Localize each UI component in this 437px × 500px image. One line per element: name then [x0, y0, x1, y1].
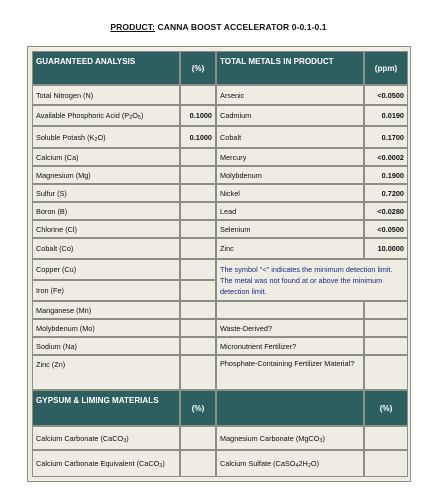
analysis-label: Molybdenum (Mo)	[32, 319, 180, 337]
metal-value: <0.0002	[364, 148, 408, 166]
metal-label: Zinc	[216, 238, 364, 259]
product-name: CANNA BOOST ACCELERATOR 0-0.1-0.1	[157, 22, 327, 32]
gypsum-percent-header-2: (%)	[364, 390, 408, 426]
analysis-value	[180, 148, 216, 166]
analysis-label: Total Nitrogen (N)	[32, 85, 180, 105]
analysis-value	[180, 301, 216, 319]
metal-label: Molybdenum	[216, 166, 364, 184]
analysis-label: Copper (Cu)	[32, 259, 180, 280]
detection-limit-note: The symbol "<" indicates the minimum detection limit. The metal was not found at or above the minimum detection limit.	[216, 259, 408, 301]
question-label: Phosphate-Containing Fertilizer Material?	[216, 355, 364, 390]
metal-label: Nickel	[216, 184, 364, 202]
analysis-value	[180, 337, 216, 355]
gypsum-header: GYPSUM & LIMING MATERIALS	[32, 390, 180, 426]
gypsum-percent-header: (%)	[180, 390, 216, 426]
metal-label: Arsenic	[216, 85, 364, 105]
metal-value: <0.0280	[364, 202, 408, 220]
metal-value: <0.0500	[364, 85, 408, 105]
analysis-label: Cobalt (Co)	[32, 238, 180, 259]
gypsum-right-value	[364, 450, 408, 477]
analysis-label: Zinc (Zn)	[32, 355, 180, 390]
analysis-label: Magnesium (Mg)	[32, 166, 180, 184]
gypsum-right-label: Calcium Sulfate $(CaSO_42H_2O)$	[216, 450, 364, 477]
product-label: PRODUCT:	[110, 22, 156, 32]
gypsum-right-label: Magnesium Carbonate (MgCO$_3$)	[216, 426, 364, 450]
metal-value: 0.1900	[364, 166, 408, 184]
gypsum-right-value	[364, 426, 408, 450]
analysis-label: Chlorine (Cl)	[32, 220, 180, 238]
metal-label: Lead	[216, 202, 364, 220]
question-value	[364, 355, 408, 390]
gypsum-left-value	[180, 450, 216, 477]
blank-cell	[216, 301, 364, 319]
metal-label: Selenium	[216, 220, 364, 238]
analysis-value	[180, 202, 216, 220]
guaranteed-analysis-header: GUARANTEED ANALYSIS	[32, 51, 180, 85]
analysis-label: Available Phosphoric Acid $(P_2O_5)$	[32, 105, 180, 126]
metal-value: 0.7200	[364, 184, 408, 202]
analysis-label: Soluble Potash $(K_2O)$	[32, 126, 180, 148]
gypsum-left-label: Calcium Carbonate Equivalent (CaCO$_3$)	[32, 450, 180, 477]
analysis-value: 0.1000	[180, 126, 216, 148]
product-title	[0, 22, 437, 32]
question-label: Micronutrient Fertilizer?	[216, 337, 364, 355]
ppm-header: (ppm)	[364, 51, 408, 85]
analysis-value	[180, 355, 216, 390]
blank-value	[364, 301, 408, 319]
analysis-label: Boron (B)	[32, 202, 180, 220]
gypsum-left-label: Calcium Carbonate (CaCO$_3$)	[32, 426, 180, 450]
metal-label: Mercury	[216, 148, 364, 166]
analysis-value	[180, 319, 216, 337]
metal-label: Cobalt	[216, 126, 364, 148]
analysis-value	[180, 184, 216, 202]
analysis-value	[180, 85, 216, 105]
analysis-label: Iron (Fe)	[32, 280, 180, 301]
metal-value: 0.1700	[364, 126, 408, 148]
analysis-value	[180, 238, 216, 259]
gypsum-blank-header	[216, 390, 364, 426]
metal-value: 10.0000	[364, 238, 408, 259]
metal-value: <0.0500	[364, 220, 408, 238]
question-value	[364, 319, 408, 337]
analysis-label: Sodium (Na)	[32, 337, 180, 355]
analysis-label: Sulfur (S)	[32, 184, 180, 202]
analysis-label: Calcium (Ca)	[32, 148, 180, 166]
analysis-value: 0.1000	[180, 105, 216, 126]
analysis-value	[180, 166, 216, 184]
analysis-value	[180, 280, 216, 301]
question-value	[364, 337, 408, 355]
analysis-value	[180, 220, 216, 238]
analysis-sheet	[27, 46, 411, 482]
percent-header: (%)	[180, 51, 216, 85]
metal-value: 0.0190	[364, 105, 408, 126]
question-label: Waste-Derived?	[216, 319, 364, 337]
analysis-value	[180, 259, 216, 280]
metal-label: Cadmium	[216, 105, 364, 126]
gypsum-left-value	[180, 426, 216, 450]
analysis-label: Manganese (Mn)	[32, 301, 180, 319]
total-metals-header: TOTAL METALS IN PRODUCT	[216, 51, 364, 85]
